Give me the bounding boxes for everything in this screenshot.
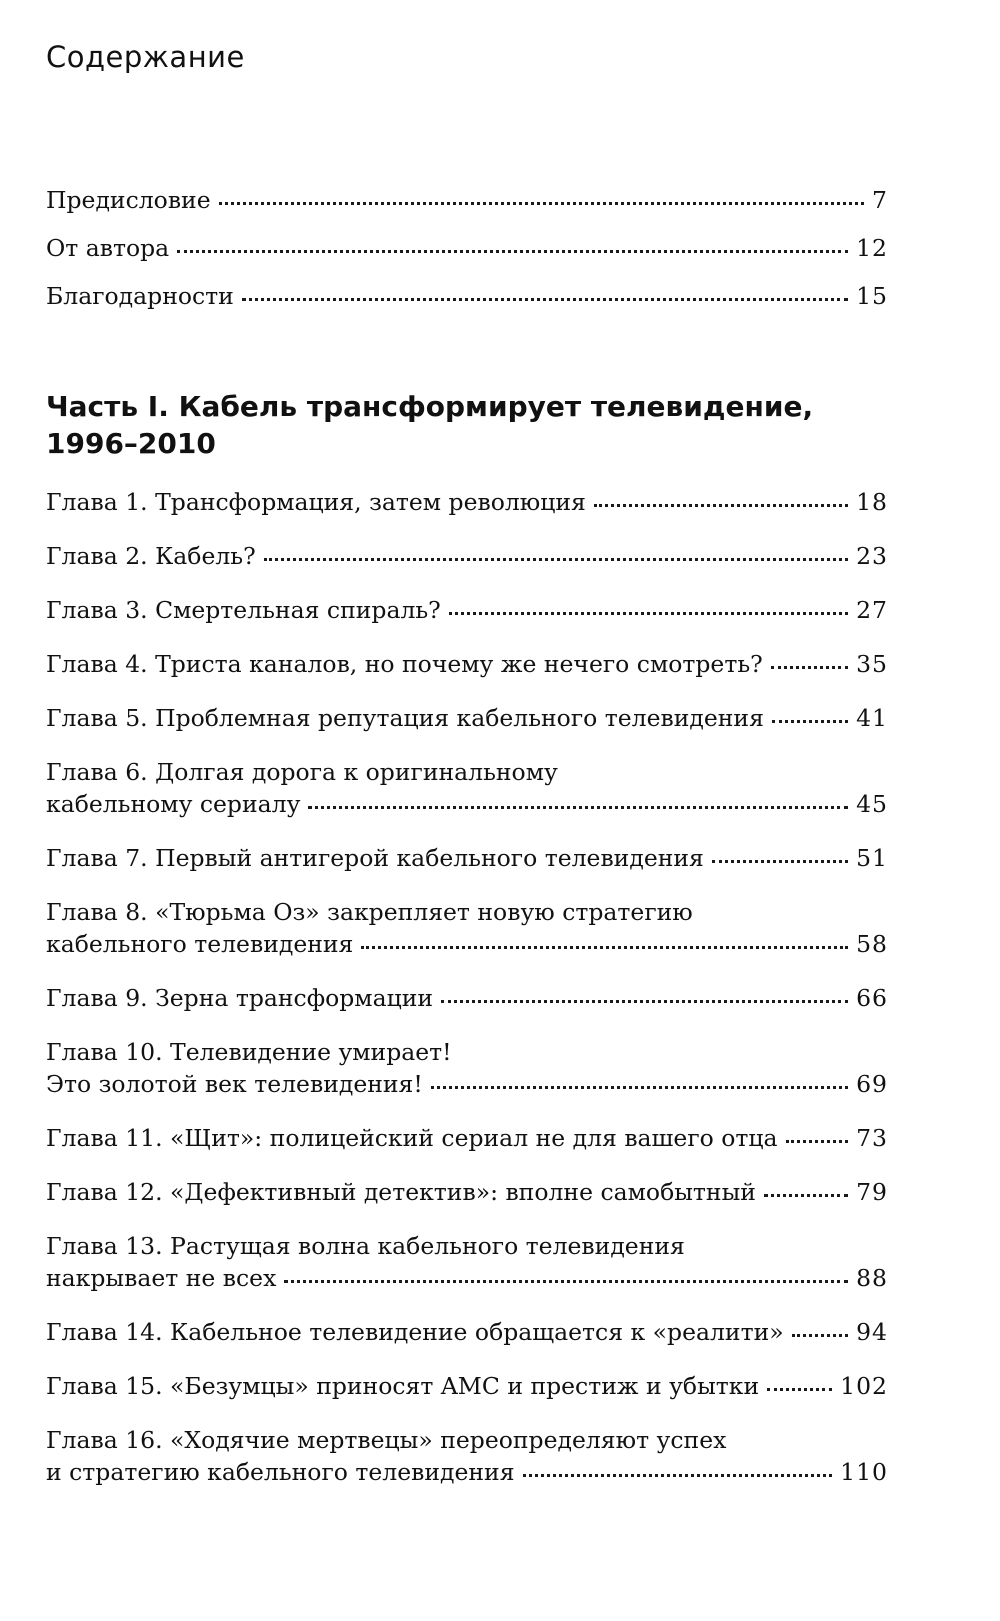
- entry-title: Глава 11. «Щит»: полицейский сериал не для вашего отца: [46, 1124, 778, 1152]
- chapter-entry[interactable]: [46, 486, 888, 518]
- dot-leader: [177, 248, 848, 253]
- dot-leader: [449, 610, 848, 615]
- page-number: 15: [856, 282, 888, 310]
- page-number: 45: [856, 790, 888, 818]
- entry-line: [46, 1176, 888, 1208]
- page-number: 88: [856, 1264, 888, 1292]
- entry-line: [46, 842, 888, 874]
- entry-line: [46, 1068, 888, 1100]
- chapter-list: [46, 486, 888, 1510]
- dot-leader: [308, 804, 848, 809]
- chapter-entry[interactable]: [46, 982, 888, 1014]
- entry-title-line-1: Глава 10. Телевидение умирает!: [46, 1038, 452, 1066]
- chapter-entry[interactable]: [46, 540, 888, 572]
- entry-title-line-1: Глава 16. «Ходячие мертвецы» переопределяют успех: [46, 1426, 727, 1454]
- entry-line: [46, 594, 888, 626]
- chapter-entry[interactable]: [46, 1424, 888, 1488]
- entry-title: Глава 14. Кабельное телевидение обращается к «реалити»: [46, 1318, 784, 1346]
- dot-leader: [772, 718, 848, 723]
- entry-title: кабельного телевидения: [46, 930, 354, 958]
- entry-line: [46, 982, 888, 1014]
- entry-title-line-1: Глава 8. «Тюрьма Оз» закрепляет новую стратегию: [46, 898, 693, 926]
- entry-title: и стратегию кабельного телевидения: [46, 1458, 515, 1486]
- entry-line: [46, 788, 888, 820]
- chapter-entry[interactable]: [46, 896, 888, 960]
- entry-title: Глава 4. Триста каналов, но почему же нечего смотреть?: [46, 650, 763, 678]
- chapter-entry[interactable]: [46, 594, 888, 626]
- entry-title: Предисловие: [46, 186, 211, 214]
- entry-title: Глава 1. Трансформация, затем революция: [46, 488, 586, 516]
- entry-line: [46, 1316, 888, 1348]
- entry-line: [46, 486, 888, 518]
- entry-line: [46, 1370, 888, 1402]
- entry-line: [46, 1262, 888, 1294]
- page-number: 7: [872, 186, 888, 214]
- dot-leader: [523, 1472, 833, 1477]
- part-title: [46, 388, 888, 462]
- entry-title: Глава 3. Смертельная спираль?: [46, 596, 441, 624]
- dot-leader: [771, 664, 848, 669]
- entry-line: [46, 1456, 888, 1488]
- dot-leader: [441, 998, 848, 1003]
- entry-title: Глава 2. Кабель?: [46, 542, 256, 570]
- chapter-entry[interactable]: [46, 1036, 888, 1100]
- entry-title: Глава 5. Проблемная репутация кабельного телевидения: [46, 704, 764, 732]
- chapter-entry[interactable]: [46, 648, 888, 680]
- dot-leader: [219, 200, 864, 205]
- chapter-entry[interactable]: [46, 1122, 888, 1154]
- chapter-entry[interactable]: [46, 1230, 888, 1294]
- page-number: 102: [840, 1372, 888, 1400]
- dot-leader: [431, 1084, 848, 1089]
- page-number: 94: [856, 1318, 888, 1346]
- entry-line: [46, 232, 888, 264]
- page-number: 73: [856, 1124, 888, 1152]
- front-matter-list: [46, 184, 888, 328]
- dot-leader: [264, 556, 848, 561]
- dot-leader: [786, 1138, 849, 1143]
- dot-leader: [712, 858, 848, 863]
- dot-leader: [242, 296, 848, 301]
- entry-title: Это золотой век телевидения!: [46, 1070, 423, 1098]
- chapter-entry[interactable]: [46, 1370, 888, 1402]
- page-number: 12: [856, 234, 888, 262]
- page-number: 27: [856, 596, 888, 624]
- entry-title: Благодарности: [46, 282, 234, 310]
- entry-line: [46, 648, 888, 680]
- page-number: 18: [856, 488, 888, 516]
- entry-title-line-1: Глава 6. Долгая дорога к оригинальному: [46, 758, 558, 786]
- page-number: 79: [856, 1178, 888, 1206]
- dot-leader: [594, 502, 848, 507]
- entry-title: Глава 12. «Дефективный детектив»: вполне самобытный: [46, 1178, 756, 1206]
- chapter-entry[interactable]: [46, 702, 888, 734]
- front-matter-entry[interactable]: [46, 280, 888, 312]
- page-number: 51: [856, 844, 888, 872]
- dot-leader: [284, 1278, 848, 1283]
- entry-line: [46, 702, 888, 734]
- page-title: Содержание: [46, 40, 245, 74]
- front-matter-entry[interactable]: [46, 184, 888, 216]
- part-title-line-2: 1996–2010: [46, 427, 216, 460]
- chapter-entry[interactable]: [46, 842, 888, 874]
- entry-title: кабельному сериалу: [46, 790, 301, 818]
- page-number: 110: [840, 1458, 888, 1486]
- page-number: 58: [856, 930, 888, 958]
- front-matter-entry[interactable]: [46, 232, 888, 264]
- entry-title-line-1: Глава 13. Растущая волна кабельного телевидения: [46, 1232, 685, 1260]
- page-number: 41: [856, 704, 888, 732]
- entry-title: Глава 9. Зерна трансформации: [46, 984, 434, 1012]
- dot-leader: [764, 1192, 848, 1197]
- entry-line: [46, 184, 888, 216]
- entry-line: [46, 280, 888, 312]
- dot-leader: [792, 1332, 848, 1337]
- entry-title: Глава 7. Первый антигерой кабельного телевидения: [46, 844, 704, 872]
- page-number: 66: [856, 984, 888, 1012]
- entry-line: [46, 540, 888, 572]
- chapter-entry[interactable]: [46, 1316, 888, 1348]
- part-title-line-1: Часть I. Кабель трансформирует телевидение,: [46, 390, 814, 423]
- entry-line: [46, 928, 888, 960]
- entry-line: [46, 1122, 888, 1154]
- dot-leader: [361, 944, 848, 949]
- page-number: 35: [856, 650, 888, 678]
- entry-title: От автора: [46, 234, 170, 262]
- dot-leader: [767, 1386, 832, 1391]
- page-number: 69: [856, 1070, 888, 1098]
- page-number: 23: [856, 542, 888, 570]
- chapter-entry[interactable]: [46, 1176, 888, 1208]
- chapter-entry[interactable]: [46, 756, 888, 820]
- entry-title: Глава 15. «Безумцы» приносят AMC и престиж и убытки: [46, 1372, 760, 1400]
- entry-title: накрывает не всех: [46, 1264, 277, 1292]
